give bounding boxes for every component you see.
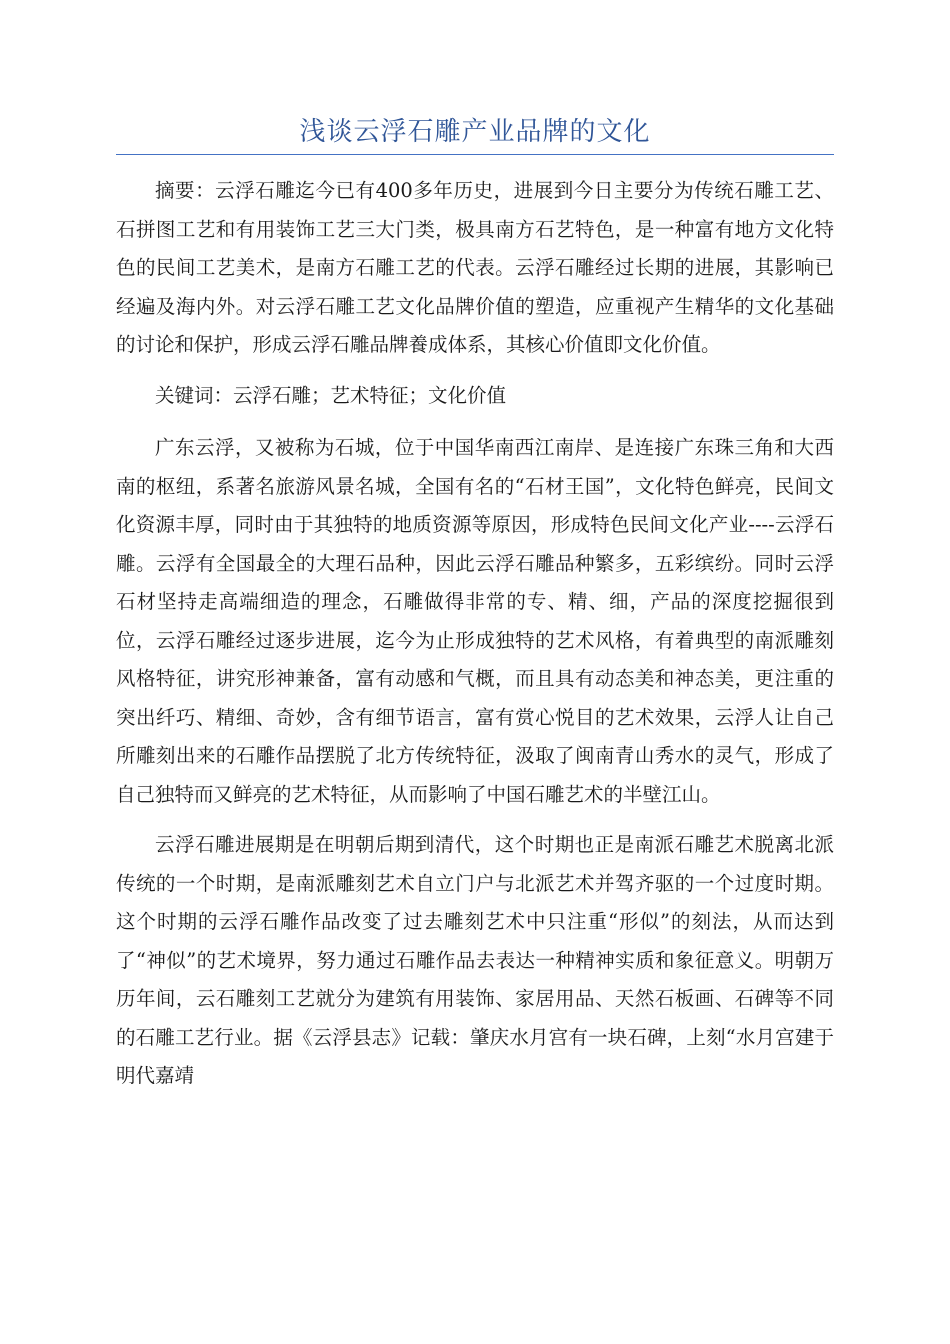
document-title: 浅谈云浮石雕产业品牌的文化 <box>299 117 651 147</box>
body-paragraph-1: 广东云浮，又被称为石城，位于中国华南西江南岸、是连接广东珠三角和大西南的枢纽，系著名旅游风景名城，全国有名的“石材王国”，文化特色鲜亮，民间文化资源丰厚，同时由于其独特的地质资源等原因，形成特色民间文化产业----云浮石雕。云浮有全国最全的大理石品种，因此云浮石雕品种繁多，五彩缤纷。同时云浮石材坚持走高端细造的理念，石雕做得非常的专、精、细，产品的深度挖掘很到位，云浮石雕经过逐步进展，迄今为止形成独特的艺术风格，有着典型的南派雕刻风格特征，讲究形神兼备，富有动感和气概，而且具有动态美和神态美，更注重的突出纤巧、精细、奇妙，含有细节语言，富有赏心悦目的艺术效果，云浮人让自己所雕刻出来的石雕作品摆脱了北方传统特征，汲取了闽南青山秀水的灵气，形成了自己独特而又鲜亮的艺术特征，从而影响了中国石雕艺术的半壁江山。 <box>116 436 834 806</box>
document-body <box>116 172 834 1108</box>
title-underline <box>116 154 834 155</box>
abstract-paragraph: 摘要：云浮石雕迄今已有400多年历史，进展到今日主要分为传统石雕工艺、石拼图工艺和有用装饰工艺三大门类，极具南方石艺特色，是一种富有地方文化特色的民间工艺美术，是南方石雕工艺的代表。云浮石雕经过长期的进展，其影响已经遍及海内外。对云浮石雕工艺文化品牌价值的塑造，应重视产生精华的文化基础的讨论和保护，形成云浮石雕品牌養成体系，其核心价值即文化价值。 <box>116 179 834 356</box>
body-paragraph-2: 云浮石雕进展期是在明朝后期到清代，这个时期也正是南派石雕艺术脱离北派传统的一个时期，是南派雕刻艺术自立门户与北派艺术并驾齐驱的一个过度时期。这个时期的云浮石雕作品改变了过去雕刻艺术中只注重“形似”的刻法，从而达到了“神似”的艺术境界，努力通过石雕作品去表达一种精神实质和象征意义。明朝万历年间，云石雕刻工艺就分为建筑有用装饰、家居用品、天然石板画、石碑等不同的石雕工艺行业。据《云浮县志》记载：肇庆水月宫有一块石碑，上刻“水月宫建于明代嘉靖 <box>116 833 834 1087</box>
keywords-line: 关键词：云浮石雕；艺术特征；文化价值 <box>155 383 507 407</box>
